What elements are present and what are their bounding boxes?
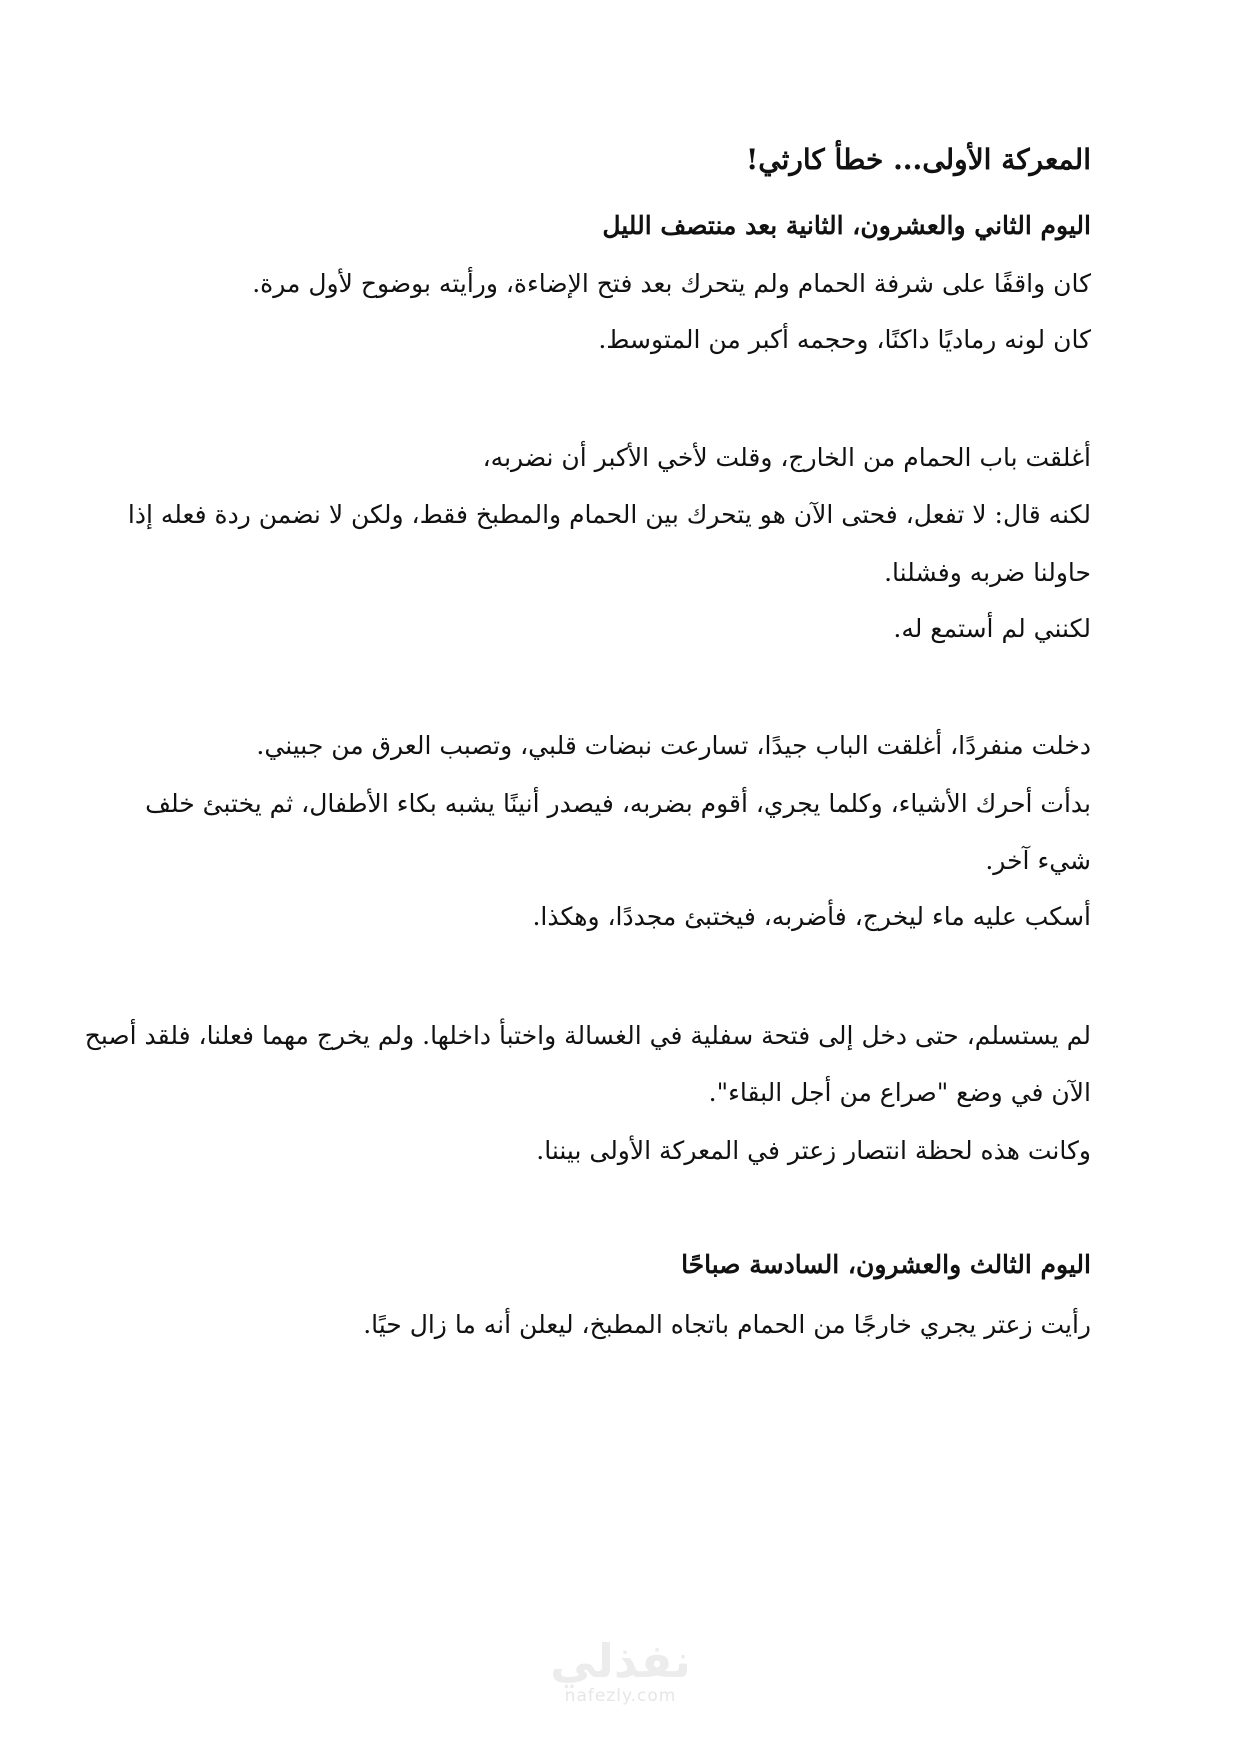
paragraph-1-line-2: كان لونه رماديًا داكنًا، وحجمه أكبر من المتوسط.: [598, 325, 1091, 354]
watermark-logo: نفذلي: [550, 1634, 691, 1688]
paragraph-3-line-3: شيء آخر.: [985, 846, 1091, 875]
paragraph-1-line-1: كان واقفًا على شرفة الحمام ولم يتحرك بعد فتح الإضاءة، ورأيته بوضوح لأول مرة.: [252, 269, 1091, 298]
paragraph-2-line-1: أغلقت باب الحمام من الخارج، وقلت لأخي الأكبر أن نضربه،: [482, 443, 1091, 472]
paragraph-2-line-2: لكنه قال: لا تفعل، فحتى الآن هو يتحرك بين الحمام والمطبخ فقط، ولكن لا نضمن ردة فعله إذا: [127, 500, 1091, 529]
day-23-heading: اليوم الثالث والعشرون، السادسة صباحًا: [681, 1250, 1091, 1279]
paragraph-4-line-2: الآن في وضع "صراع من أجل البقاء".: [708, 1078, 1091, 1107]
watermark-url: nafezly.com: [564, 1686, 677, 1706]
paragraph-3-line-1: دخلت منفردًا، أغلقت الباب جيدًا، تسارعت نبضات قلبي، وتصبب العرق من جبيني.: [256, 731, 1091, 760]
chapter-title: المعركة الأولى... خطأ كارثي!: [745, 143, 1091, 176]
paragraph-3-line-4: أسكب عليه ماء ليخرج، فأضربه، فيختبئ مجددًا، وهكذا.: [532, 902, 1091, 931]
paragraph-5-line-1: رأيت زعتر يجري خارجًا من الحمام باتجاه المطبخ، ليعلن أنه ما زال حيًا.: [363, 1310, 1091, 1339]
paragraph-3-line-2: بدأت أحرك الأشياء، وكلما يجري، أقوم بضربه، فيصدر أنينًا يشبه بكاء الأطفال، ثم يختبئ خلف: [145, 789, 1091, 818]
document-page: [84, 0, 1091, 1754]
watermark: [0, 1636, 1241, 1706]
day-22-heading: اليوم الثاني والعشرون، الثانية بعد منتصف الليل: [602, 211, 1091, 240]
paragraph-4-line-1: لم يستسلم، حتى دخل إلى فتحة سفلية في الغسالة واختبأ داخلها. ولم يخرج مهما فعلنا، فلقد أصبح: [84, 1021, 1091, 1050]
paragraph-4-line-3: وكانت هذه لحظة انتصار زعتر في المعركة الأولى بيننا.: [536, 1136, 1091, 1165]
paragraph-2-line-3: حاولنا ضربه وفشلنا.: [884, 558, 1091, 587]
paragraph-2-line-4: لكنني لم أستمع له.: [893, 614, 1091, 643]
